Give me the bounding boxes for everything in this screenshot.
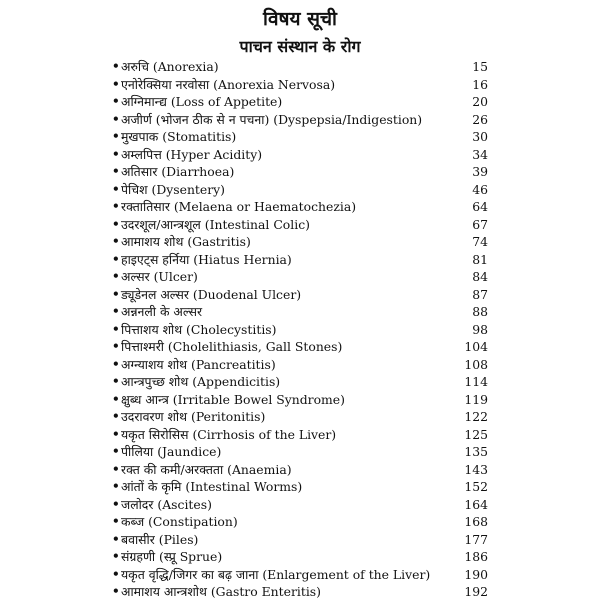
toc-entry-title: आन्त्रपुच्छ शोथ (Appendicitis) xyxy=(121,374,281,389)
bullet-icon: • xyxy=(112,531,120,546)
bullet-icon: • xyxy=(112,356,120,371)
toc-entry xyxy=(112,111,488,129)
toc-entry-page-number: 84 xyxy=(472,269,488,284)
bullet-icon: • xyxy=(112,286,120,301)
toc-entry-title: आमाशय शोथ (Gastritis) xyxy=(121,234,251,249)
toc-entry-title: आमाशय आन्त्रशोथ (Gastro Enteritis) xyxy=(121,584,321,599)
toc-entry-page-number: 143 xyxy=(464,461,488,477)
toc-entry xyxy=(112,426,488,444)
bullet-icon: • xyxy=(112,304,120,318)
toc-entry-page-number: 46 xyxy=(472,181,488,197)
toc-entry xyxy=(112,303,488,321)
toc-entry xyxy=(112,373,488,391)
toc-entry xyxy=(112,128,488,146)
toc-entry-title: पित्ताश्मरी (Cholelithiasis, Gall Stones) xyxy=(121,339,343,354)
toc-entry-page-number: 164 xyxy=(464,496,488,512)
bullet-icon: • xyxy=(112,94,120,108)
toc-entry-page-number: 15 xyxy=(472,59,488,74)
bullet-icon: • xyxy=(112,409,120,423)
toc-entry-page-number: 114 xyxy=(464,374,488,389)
toc-entry-title: अतिसार (Diarrhoea) xyxy=(121,164,235,179)
page-title: विषय सूची xyxy=(263,8,337,30)
toc-entry-page-number: 186 xyxy=(464,549,488,564)
toc-entry-page-number: 67 xyxy=(472,216,488,232)
bullet-icon: • xyxy=(112,426,120,441)
toc-entry xyxy=(112,233,488,251)
toc-entry xyxy=(112,93,488,111)
toc-entry xyxy=(112,461,488,479)
bullet-icon: • xyxy=(112,216,120,231)
toc-entry-page-number: 81 xyxy=(472,251,488,267)
toc-entry xyxy=(112,76,488,94)
toc-entry-title: अजीर्ण (भोजन ठीक से न पचना) (Dyspepsia/Indigestion) xyxy=(121,111,423,127)
toc-entry-title: जलोदर (Ascites) xyxy=(121,496,212,512)
toc-entry-title: रक्तातिसार (Melaena or Haematochezia) xyxy=(121,199,357,214)
toc-entry-title: ड्यूडेनल अल्सर (Duodenal Ulcer) xyxy=(121,286,302,302)
toc-entry-page-number: 34 xyxy=(472,146,488,162)
toc-entry-page-number: 16 xyxy=(472,76,488,92)
toc-entry-page-number: 64 xyxy=(472,199,488,214)
toc-entry-page-number: 152 xyxy=(464,479,488,494)
toc-entry-title: पीलिया (Jaundice) xyxy=(121,444,222,459)
toc-entry-page-number: 190 xyxy=(464,566,488,582)
toc-entry xyxy=(112,198,488,216)
toc-entry-page-number: 108 xyxy=(464,356,488,372)
toc-entry xyxy=(112,356,488,374)
toc-entry-page-number: 168 xyxy=(464,514,488,529)
toc-entry xyxy=(112,163,488,181)
toc-entry xyxy=(112,496,488,514)
toc-entry-title: अम्लपित्त (Hyper Acidity) xyxy=(121,146,263,162)
bullet-icon: • xyxy=(112,164,120,178)
toc-entry-page-number: 39 xyxy=(472,164,488,179)
toc-entry-page-number: 20 xyxy=(472,94,488,109)
toc-entry-title: अग्निमान्द्य (Loss of Appetite) xyxy=(121,94,283,109)
toc-entry-title: एनोरेक्सिया नरवोसा (Anorexia Nervosa) xyxy=(121,76,336,92)
bullet-icon: • xyxy=(112,234,120,248)
toc-entry xyxy=(112,146,488,164)
toc-entry xyxy=(112,443,488,461)
toc-entry-title: अरुचि (Anorexia) xyxy=(121,59,219,74)
toc-entry xyxy=(112,548,488,566)
bullet-icon: • xyxy=(112,514,120,528)
bullet-icon: • xyxy=(112,181,120,196)
toc-entry xyxy=(112,58,488,76)
toc-entry-title: बवासीर (Piles) xyxy=(121,531,199,547)
toc-entry-page-number: 26 xyxy=(472,111,488,127)
toc-entry-title: यकृत वृद्धि/जिगर का बढ़ जाना (Enlargement of the Liver) xyxy=(121,566,431,582)
toc-entry xyxy=(112,478,488,496)
toc-entry-title: कब्ज (Constipation) xyxy=(121,514,238,529)
toc-entry-title: पित्ताशय शोथ (Cholecystitis) xyxy=(121,321,277,337)
toc-entry-page-number: 119 xyxy=(464,391,488,407)
bullet-icon: • xyxy=(112,566,120,581)
toc-entry xyxy=(112,268,488,286)
toc-entry xyxy=(112,408,488,426)
bullet-icon: • xyxy=(112,321,120,336)
toc-entry-title: हाइएट्स हर्निया (Hiatus Hernia) xyxy=(121,251,292,267)
toc-entry-title: संग्रहणी (स्प्रू Sprue) xyxy=(121,549,223,564)
bullet-icon: • xyxy=(112,549,120,563)
toc-entry-page-number: 125 xyxy=(464,426,488,442)
toc-entry-title: पेचिश (Dysentery) xyxy=(121,181,225,197)
section-heading: पाचन संस्थान के रोग xyxy=(239,37,361,56)
toc-entry xyxy=(112,338,488,356)
toc-entry-title: अग्न्याशय शोथ (Pancreatitis) xyxy=(121,356,276,372)
toc-list xyxy=(112,58,488,601)
toc-entry-page-number: 74 xyxy=(472,234,488,249)
bullet-icon: • xyxy=(112,146,120,161)
toc-entry-title: क्षुब्ध आन्त्र (Irritable Bowel Syndrome) xyxy=(121,391,345,407)
bullet-icon: • xyxy=(112,59,120,73)
toc-entry-page-number: 177 xyxy=(464,531,488,547)
bullet-icon: • xyxy=(112,479,120,493)
bullet-icon: • xyxy=(112,496,120,511)
bullet-icon: • xyxy=(112,199,120,213)
toc-entry xyxy=(112,531,488,549)
toc-entry-page-number: 192 xyxy=(464,584,488,599)
toc-entry-title: मुखपाक (Stomatitis) xyxy=(121,129,237,144)
toc-entry-page-number: 87 xyxy=(472,286,488,302)
toc-entry xyxy=(112,391,488,409)
bullet-icon: • xyxy=(112,111,120,126)
toc-entry-page-number: 98 xyxy=(472,321,488,337)
toc-entry-title: अल्सर (Ulcer) xyxy=(121,269,198,284)
toc-entry-title: उदरावरण शोथ (Peritonitis) xyxy=(121,409,266,424)
bullet-icon: • xyxy=(112,251,120,266)
toc-entry-page-number: 88 xyxy=(472,304,488,319)
toc-entry xyxy=(112,216,488,234)
bullet-icon: • xyxy=(112,461,120,476)
bullet-icon: • xyxy=(112,391,120,406)
bullet-icon: • xyxy=(112,76,120,91)
toc-entry-page-number: 30 xyxy=(472,129,488,144)
toc-entry-page-number: 135 xyxy=(464,444,488,459)
bullet-icon: • xyxy=(112,374,120,388)
toc-entry-title: अन्ननली के अल्सर xyxy=(121,304,203,319)
bullet-icon: • xyxy=(112,584,120,598)
toc-entry-title: यकृत सिरोसिस (Cirrhosis of the Liver) xyxy=(121,426,337,442)
toc-entry xyxy=(112,583,488,601)
toc-entry-page-number: 104 xyxy=(464,339,488,354)
toc-entry xyxy=(112,566,488,584)
toc-entry-title: रक्त की कमी/अरक्तता (Anaemia) xyxy=(121,461,292,477)
bullet-icon: • xyxy=(112,269,120,283)
toc-entry xyxy=(112,251,488,269)
bullet-icon: • xyxy=(112,444,120,458)
bullet-icon: • xyxy=(112,339,120,353)
toc-entry-title: उदरशूल/आन्त्रशूल (Intestinal Colic) xyxy=(121,216,310,232)
toc-entry-page-number: 122 xyxy=(464,409,488,424)
toc-entry xyxy=(112,181,488,199)
toc-entry xyxy=(112,321,488,339)
toc-entry xyxy=(112,286,488,304)
toc-entry xyxy=(112,513,488,531)
bullet-icon: • xyxy=(112,129,120,143)
toc-entry-title: आंतों के कृमि (Intestinal Worms) xyxy=(121,479,303,494)
